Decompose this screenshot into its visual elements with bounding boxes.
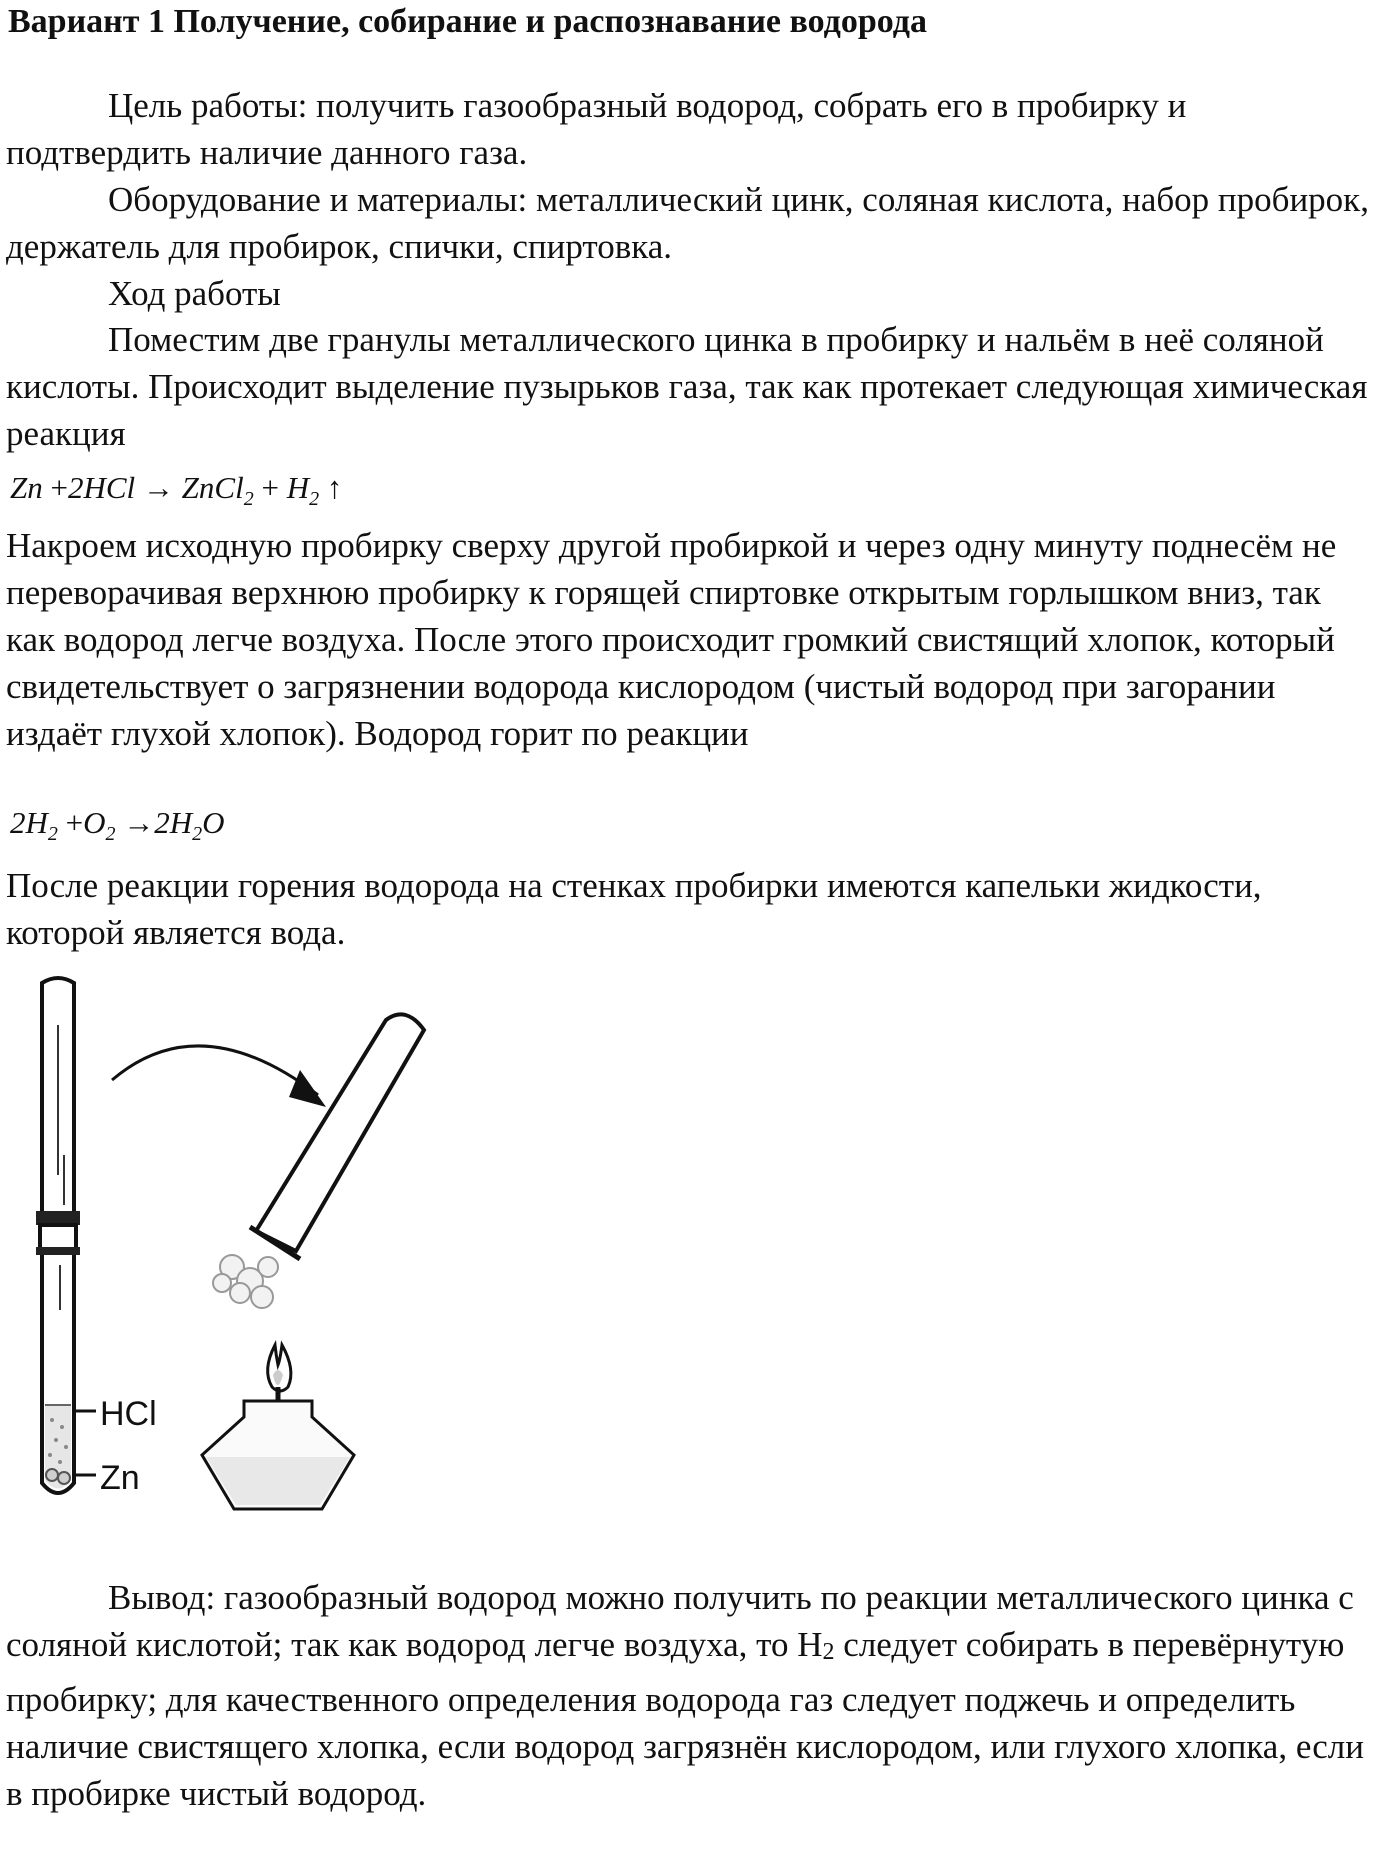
eq2-h2: 2H (10, 805, 48, 840)
step3-paragraph: После реакции горения водорода на стенках пробирки имеются капельки жидкости, которой является вода. (6, 866, 1262, 952)
equipment-paragraph: Оборудование и материалы: металлический цинк, соляная кислота, набор пробирок, держатель для пробирок, спички, спиртовка. (6, 180, 1369, 266)
eq1-plus2: + (261, 470, 279, 505)
test-tube-with-acid (36, 978, 96, 1493)
eq2-plus: + (65, 805, 84, 840)
eq2-water-o: O (202, 805, 225, 840)
eq1-zncl: ZnCl (181, 470, 244, 505)
experiment-illustration (0, 975, 620, 1535)
eq2-arrow: → (123, 805, 155, 840)
eq1-zncl-sub: 2 (243, 488, 254, 510)
hcl-label: HCl (100, 1395, 157, 1433)
eq1-h: H (286, 470, 310, 505)
conclusion-paragraph (6, 1574, 1376, 1817)
pop-burst (213, 1255, 278, 1308)
step2-paragraph: Накроем исходную пробирку сверху другой пробиркой и через одну минуту поднесём не переворачивая верхнюю пробирку к горящей спиртовке открытым горлышком вниз, так как водород легче воздуха. После этого происходит громкий свистящий хлопок, который свидетельствует о загрязнении водорода кислородом (чистый водород при загорании издаёт глухой хлопок). Водород горит по реакции (6, 526, 1337, 753)
eq2-h2-sub: 2 (47, 823, 58, 845)
eq1-h-sub: 2 (309, 488, 320, 510)
page-title: Вариант 1 Получение, собирание и распознавание водорода (8, 3, 927, 40)
zn-label: Zn (100, 1459, 140, 1497)
eq1-hcl: 2HCl (67, 470, 136, 505)
eq2-o: O (83, 805, 106, 840)
reaction-equation-1 (10, 470, 342, 511)
eq2-water-h: 2H (154, 805, 193, 840)
transfer-arrow (112, 1046, 326, 1107)
conclusion-h2-sub: 2 (822, 1639, 835, 1665)
eq1-gas-arrow: ↑ (326, 470, 343, 505)
procedure-heading: Ход работы (108, 274, 281, 313)
step1-paragraph: Поместим две гранулы металлического цинка в пробирку и нальём в неё соляной кислоты. Происходит выделение пузырьков газа, так как протекает следующая химическая реакция (6, 320, 1368, 453)
eq1-zn: Zn (10, 470, 43, 505)
eq1-plus: + (50, 470, 68, 505)
eq2-o-sub: 2 (105, 823, 116, 845)
inverted-test-tube (250, 1014, 424, 1259)
eq2-water-sub: 2 (192, 823, 203, 845)
reaction-equation-2 (10, 805, 225, 846)
goal-paragraph: Цель работы: получить газообразный водород, собрать его в пробирку и подтвердить наличие данного газа. (6, 86, 1187, 172)
conclusion-text-1: Вывод: газообразный водород можно получить по реакции металлического цинка с соляной кислотой; так как водород легче воздуха, то H (6, 1578, 1354, 1664)
conclusion-text-2: следует собирать в перевёрнутую пробирку; для качественного определения водорода газ следует поджечь и определить наличие свистящего хлопка, если водород загрязнён кислородом, или глухого хлопка, если в пробирке чистый водород. (6, 1625, 1364, 1813)
alcohol-burner (202, 1345, 354, 1509)
eq1-arrow: → (142, 470, 174, 505)
